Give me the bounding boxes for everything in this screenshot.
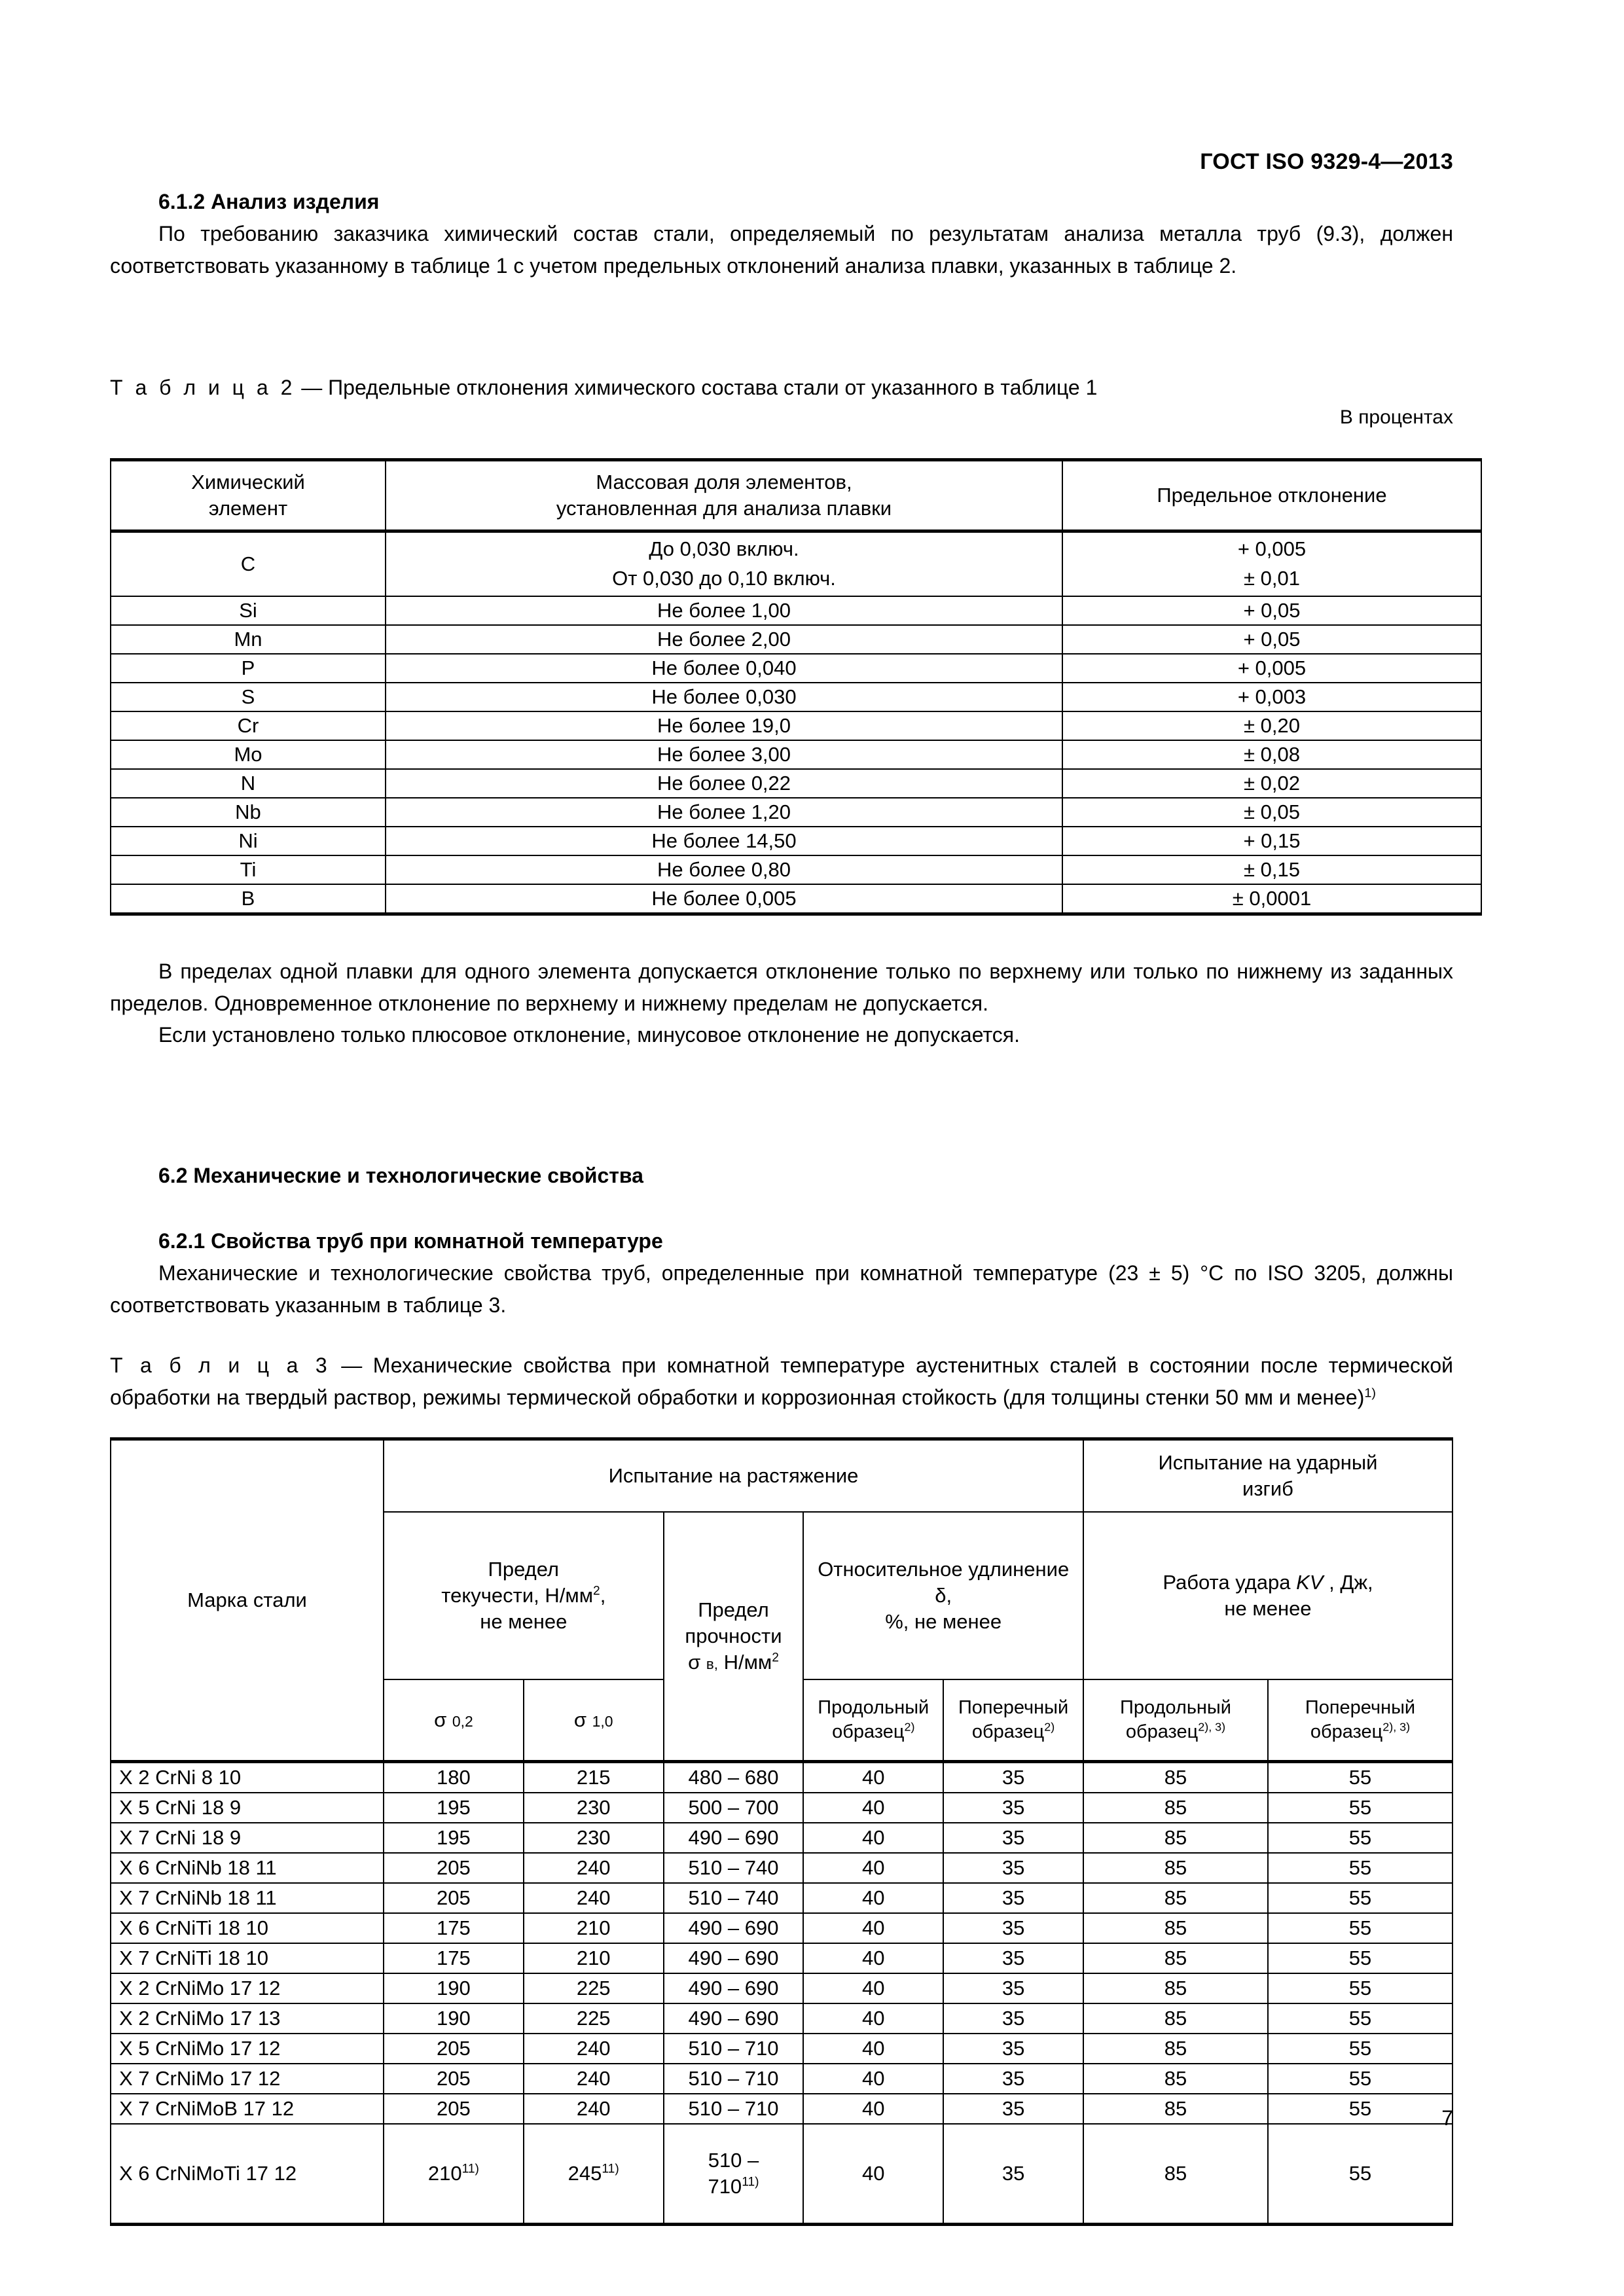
paragraph-deviation-rule-2: Если установлено только плюсовое отклонение, минусовое отклонение не допускается.: [158, 1023, 1020, 1047]
table3-cell-sigma02: 205: [384, 2064, 524, 2094]
table3-header-elong-trans-footnote: 2): [1044, 1720, 1055, 1734]
table2-cell-element: N: [111, 769, 386, 798]
table3-cell-sigma10: 230: [524, 1823, 664, 1853]
table3-cell-sigma-b: 490 – 690: [664, 2003, 804, 2034]
table2-cell-mass: Не более 14,50: [386, 827, 1062, 855]
table3-cell-grade: X 7 CrNiNb 18 11: [111, 1883, 384, 1913]
table3-cell-elong-long: 40: [803, 1943, 943, 1973]
table-row: [111, 2003, 1453, 2034]
table3-header-strength-unit: Н/мм: [723, 1650, 772, 1674]
paragraph-6-2-1: Механические и технологические свойства труб, определенные при комнатной температуре (23 ± 5) °C по ISO 3205, должны соответствовать указанным в таблице 3.: [110, 1261, 1453, 1317]
table3-cell-elong-long: 40: [803, 2034, 943, 2064]
table3-cell-sigma-b-line1: 510 –: [708, 2149, 759, 2172]
table3-header-impact-test: [1083, 1439, 1453, 1513]
table2-cell-deviation: [1062, 531, 1481, 597]
table3-cell-kv-trans: 55: [1268, 2094, 1453, 2124]
table2-cell-element: B: [111, 884, 386, 914]
table2-body: [111, 531, 1481, 914]
table3-cell-elong-trans: 35: [943, 2124, 1083, 2225]
table3-header-impact-trans-line2: образец: [1310, 1721, 1383, 1742]
table-row: [111, 2124, 1453, 2225]
table3-header-sigma-1-0: [524, 1679, 664, 1762]
table3-cell-elong-long: 40: [803, 1853, 943, 1883]
document-header-standard-number: ГОСТ ISO 9329-4—2013: [1200, 149, 1453, 174]
table3-header-yield-strength: [384, 1512, 664, 1679]
table3-cell-elong-long: 40: [803, 2124, 943, 2225]
table2-cell-element: Si: [111, 596, 386, 625]
table3-cell-grade: X 7 CrNi 18 9: [111, 1823, 384, 1853]
table3-cell-sigma02: 205: [384, 2034, 524, 2064]
table3-header-strength-line3: [668, 1649, 799, 1676]
table3-cell-sigma10: 225: [524, 1973, 664, 2003]
table2-cell-dev-line1: + 0,005: [1237, 537, 1307, 561]
table3-cell-elong-long: 40: [803, 1762, 943, 1793]
table3-header-elong-long-footnote: 2): [904, 1720, 915, 1734]
table3-header-yield-line2-wrap: [388, 1583, 659, 1609]
table3-header-elong-transverse: [943, 1679, 1083, 1762]
heading-6-2-1: 6.2.1 Свойства труб при комнатной температуре: [158, 1229, 663, 1253]
page-number: 7: [1441, 2106, 1453, 2130]
table3-cell-elong-trans: 35: [943, 1913, 1083, 1943]
table-row: [111, 855, 1481, 884]
table3-cell-grade: X 7 CrNiMoB 17 12: [111, 2094, 384, 2124]
table3-caption-footnote-marker: 1): [1364, 1385, 1376, 1400]
table3-cell-sigma-b-footnote: 11): [742, 2175, 759, 2189]
table-row: [111, 625, 1481, 654]
table3-header-yield-line2: текучести, Н/мм: [441, 1584, 594, 1607]
table3-header-impact-long-line2-wrap: [1088, 1720, 1263, 1744]
table3-cell-elong-trans: 35: [943, 2034, 1083, 2064]
table-row: [111, 1913, 1453, 1943]
table-row: [111, 531, 1481, 597]
table3-header-impact-energy-line2: не менее: [1224, 1597, 1312, 1620]
table3-cell-kv-long: 85: [1083, 1883, 1268, 1913]
table3-label: Т а б л и ц а 3: [110, 1354, 331, 1377]
table3-cell-sigma02: 180: [384, 1762, 524, 1793]
table2-cell-deviation: + 0,05: [1062, 596, 1481, 625]
table-row: [111, 827, 1481, 855]
table3-cell-kv-long: 85: [1083, 1973, 1268, 2003]
table2-cell-mass: Не более 2,00: [386, 625, 1062, 654]
table3-cell-sigma-b: 510 – 740: [664, 1883, 804, 1913]
table-row: [111, 711, 1481, 740]
table3-cell-sigma-b: [664, 2124, 804, 2225]
table3-cell-elong-long: 40: [803, 2094, 943, 2124]
table-row: [111, 798, 1481, 827]
table3-cell-sigma10-footnote: 11): [602, 2162, 619, 2176]
table3-cell-kv-long: 85: [1083, 1823, 1268, 1853]
table2-header-deviation: Предельное отклонение: [1062, 460, 1481, 531]
table3-cell-sigma10-value: 245: [568, 2162, 602, 2185]
table3-cell-sigma02: 175: [384, 1943, 524, 1973]
table-row: [111, 1823, 1453, 1853]
table3-cell-elong-long: 40: [803, 2064, 943, 2094]
table2-cell-mass: Не более 1,00: [386, 596, 1062, 625]
table3-header-yield-line2-tail: ,: [600, 1584, 606, 1607]
table-row: [111, 1762, 1453, 1793]
table3-header-impact-trans-line1: Поперечный: [1305, 1696, 1416, 1718]
table3-header-elong-long-line2-wrap: [808, 1720, 939, 1744]
table-row: [111, 683, 1481, 711]
table3-cell-sigma-b-line2: 710: [708, 2175, 742, 2198]
table3-cell-grade: X 2 CrNiMo 17 13: [111, 2003, 384, 2034]
table2-header-mass-fraction: [386, 460, 1062, 531]
table2-cell-element: Mo: [111, 740, 386, 769]
table3-cell-elong-trans: 35: [943, 2003, 1083, 2034]
table-row: [111, 2034, 1453, 2064]
table3-cell-kv-trans: 55: [1268, 1973, 1453, 2003]
table3-cell-sigma10: 210: [524, 1943, 664, 1973]
table2-cell-mass: Не более 19,0: [386, 711, 1062, 740]
table3-cell-elong-trans: 35: [943, 1793, 1083, 1823]
table3-header-impact-energy-prefix: Работа удара: [1163, 1571, 1297, 1594]
table3-cell-kv-trans: 55: [1268, 2124, 1453, 2225]
table3-cell-sigma02: 205: [384, 2094, 524, 2124]
table3-cell-kv-long: 85: [1083, 2064, 1268, 2094]
table3-cell-sigma02: [384, 2124, 524, 2225]
table3-cell-sigma02: 205: [384, 1853, 524, 1883]
table3-header-elong-trans-line2: образец: [971, 1721, 1045, 1742]
table2-cell-deviation: ± 0,02: [1062, 769, 1481, 798]
table3-header-strength-subscript: в,: [706, 1655, 718, 1672]
table-row: [111, 2064, 1453, 2094]
table3-cell-elong-trans: 35: [943, 1943, 1083, 1973]
table-3-mechanical-properties: [110, 1437, 1453, 2226]
table3-cell-elong-trans: 35: [943, 1973, 1083, 2003]
heading-6-1-2: 6.1.2 Анализ изделия: [158, 190, 380, 213]
table2-cell-mass: Не более 0,22: [386, 769, 1062, 798]
table3-caption: [110, 1350, 1453, 1413]
table3-header-strength-line1: Предел: [698, 1598, 769, 1622]
table3-header-elong-long-line2: образец: [832, 1721, 905, 1742]
table3-cell-sigma-b: 500 – 700: [664, 1793, 804, 1823]
table2-cell-mass: Не более 0,040: [386, 654, 1062, 683]
table2-units-note: В процентах: [1339, 406, 1453, 428]
table3-cell-kv-trans: 55: [1268, 1762, 1453, 1793]
table2-cell-deviation: + 0,05: [1062, 625, 1481, 654]
table2-cell-element: S: [111, 683, 386, 711]
table3-cell-sigma02-footnote: 11): [461, 2162, 479, 2176]
table3-cell-kv-trans: 55: [1268, 2064, 1453, 2094]
table3-cell-sigma-b: 490 – 690: [664, 1943, 804, 1973]
table3-cell-elong-trans: 35: [943, 1853, 1083, 1883]
table2-cell-mass: Не более 0,005: [386, 884, 1062, 914]
table3-header-elongation-line1: Относительное удлинение δ,: [818, 1558, 1070, 1607]
table3-cell-kv-trans: 55: [1268, 1793, 1453, 1823]
table2-cell-mass: Не более 3,00: [386, 740, 1062, 769]
table3-header-impact-trans-footnote: 2), 3): [1382, 1720, 1411, 1734]
table3-header-impact-trans-line2-wrap: [1272, 1720, 1448, 1744]
table3-header-strength-exponent: 2: [772, 1651, 779, 1665]
table2-cell-element: Ni: [111, 827, 386, 855]
table3-header-yield-line3: не менее: [480, 1609, 568, 1633]
table3-cell-grade: X 5 CrNi 18 9: [111, 1793, 384, 1823]
table2-cell-element: C: [111, 531, 386, 597]
table3-header-elong-longitudinal: [803, 1679, 943, 1762]
table3-dash: —: [330, 1354, 373, 1377]
table3-header-sigma10-base: σ: [573, 1708, 586, 1732]
table2-header-element-line2: элемент: [208, 497, 288, 520]
table3-cell-kv-trans: 55: [1268, 1853, 1453, 1883]
table3-cell-sigma-b: 490 – 690: [664, 1913, 804, 1943]
table3-cell-sigma02-value: 210: [427, 2162, 462, 2185]
table3-header-sigma02-base: σ: [434, 1708, 447, 1732]
table3-header-impact-energy-suffix: , Дж,: [1323, 1571, 1373, 1594]
table3-cell-grade: X 7 CrNiTi 18 10: [111, 1943, 384, 1973]
table3-cell-kv-long: 85: [1083, 2094, 1268, 2124]
table3-cell-elong-long: 40: [803, 1913, 943, 1943]
table2-cell-deviation: + 0,005: [1062, 654, 1481, 683]
table2-header-element-line1: Химический: [191, 471, 305, 494]
table2-cell-element: Nb: [111, 798, 386, 827]
table2-cell-element: P: [111, 654, 386, 683]
table-row: [111, 596, 1481, 625]
table2-cell-mass: Не более 1,20: [386, 798, 1062, 827]
table2-dash: —: [295, 376, 329, 399]
paragraph-6-1-2: По требованию заказчика химический состав стали, определяемый по результатам анализа металла труб (9.3), должен соответствовать указанному в таблице 1 с учетом предельных отклонений анализа плавки, указанных в таблице 2.: [110, 222, 1453, 278]
table2-cell-mass-line1: До 0,030 включ.: [649, 537, 799, 561]
table2-caption-text: Предельные отклонения химического состава стали от указанного в таблице 1: [328, 376, 1098, 399]
table3-cell-grade: X 6 CrNiTi 18 10: [111, 1913, 384, 1943]
table3-header-tensile-test: Испытание на растяжение: [384, 1439, 1083, 1513]
table3-cell-elong-long: 40: [803, 1883, 943, 1913]
table3-cell-sigma10: 215: [524, 1762, 664, 1793]
table3-cell-kv-long: 85: [1083, 1793, 1268, 1823]
table2-header-mass-line1: Массовая доля элементов,: [596, 471, 852, 494]
table3-cell-sigma10: 240: [524, 1853, 664, 1883]
table2-cell-mass: Не более 0,030: [386, 683, 1062, 711]
paragraph-deviation-rule-1: В пределах одной плавки для одного элемента допускается отклонение только по верхнему или только по нижнему из заданных пределов. Одновременное отклонение по верхнему и нижнему пределам не допускается.: [110, 960, 1453, 1015]
table-row: [111, 1793, 1453, 1823]
table3-cell-kv-trans: 55: [1268, 1823, 1453, 1853]
page-content: [110, 0, 1453, 2296]
table3-cell-grade: X 2 CrNi 8 10: [111, 1762, 384, 1793]
table3-cell-elong-long: 40: [803, 1793, 943, 1823]
table2-label: Т а б л и ц а 2: [110, 376, 296, 399]
table3-cell-sigma-b: 510 – 710: [664, 2034, 804, 2064]
table2-cell-mass: Не более 0,80: [386, 855, 1062, 884]
table3-cell-elong-long: 40: [803, 2003, 943, 2034]
table3-cell-grade: X 5 CrNiMo 17 12: [111, 2034, 384, 2064]
table3-cell-sigma02: 190: [384, 1973, 524, 2003]
table2-cell-deviation: ± 0,0001: [1062, 884, 1481, 914]
table3-head: [111, 1439, 1453, 1762]
table3-header-sigma-0-2: [384, 1679, 524, 1762]
table3-cell-sigma10: 240: [524, 2094, 664, 2124]
table3-cell-sigma-b: 510 – 710: [664, 2094, 804, 2124]
table3-cell-elong-trans: 35: [943, 1762, 1083, 1793]
table-row: [111, 884, 1481, 914]
table3-header-elong-trans-line1: Поперечный: [958, 1696, 1069, 1718]
table2-caption: [110, 372, 1453, 404]
table3-cell-kv-long: 85: [1083, 2003, 1268, 2034]
table3-header-yield-exponent: 2: [593, 1584, 600, 1598]
table3-cell-grade: X 6 CrNiMoTi 17 12: [111, 2124, 384, 2225]
table-row: [111, 1973, 1453, 2003]
table3-header-strength-sigma: σ: [688, 1650, 701, 1674]
table2-head: [111, 460, 1481, 531]
table2-cell-deviation: ± 0,20: [1062, 711, 1481, 740]
table3-header-elongation-line2: %, не менее: [885, 1609, 1002, 1633]
table-row: [111, 1883, 1453, 1913]
table3-caption-text: Механические свойства при комнатной температуре аустенитных сталей в состоянии после термической обработки на твердый раствор, режимы термической обработки и коррозионная стойкость (для толщины стенки 50 мм и менее): [110, 1354, 1454, 1409]
table3-cell-kv-long: 85: [1083, 1913, 1268, 1943]
table3-cell-elong-trans: 35: [943, 1823, 1083, 1853]
table3-cell-elong-trans: 35: [943, 2094, 1083, 2124]
table3-header-tensile-strength: [664, 1512, 804, 1762]
table3-header-impact-long-footnote: 2), 3): [1198, 1720, 1226, 1734]
table3-header-impact-long-line2: образец: [1125, 1721, 1199, 1742]
table-row: [111, 654, 1481, 683]
table-row: [111, 740, 1481, 769]
table3-cell-kv-long: 85: [1083, 1943, 1268, 1973]
table3-cell-kv-trans: 55: [1268, 1913, 1453, 1943]
table2-cell-mass: [386, 531, 1062, 597]
table-row: [111, 2094, 1453, 2124]
table2-cell-deviation: ± 0,08: [1062, 740, 1481, 769]
table3-cell-sigma02: 175: [384, 1913, 524, 1943]
table-row: [111, 769, 1481, 798]
table3-cell-grade: X 7 CrNiMo 17 12: [111, 2064, 384, 2094]
table3-cell-elong-long: 40: [803, 1973, 943, 2003]
table2-cell-element: Ti: [111, 855, 386, 884]
table3-cell-sigma02: 195: [384, 1823, 524, 1853]
table3-cell-sigma10: 225: [524, 2003, 664, 2034]
table2-cell-deviation: + 0,15: [1062, 827, 1481, 855]
table3-cell-kv-trans: 55: [1268, 2003, 1453, 2034]
table3-cell-sigma10: 240: [524, 1883, 664, 1913]
table3-cell-sigma10: 240: [524, 2034, 664, 2064]
table3-header-elongation: [803, 1512, 1083, 1679]
table3-cell-sigma-b: 490 – 690: [664, 1823, 804, 1853]
table3-header-steel-grade: Марка стали: [111, 1439, 384, 1762]
table3-cell-grade: X 2 CrNiMo 17 12: [111, 1973, 384, 2003]
table3-header-row-band: [111, 1439, 1453, 1513]
table3-body: [111, 1762, 1453, 2225]
table2-cell-dev-line2: ± 0,01: [1244, 567, 1300, 590]
table2-cell-mass-line2: От 0,030 до 0,10 включ.: [612, 567, 836, 590]
table3-cell-sigma10: 240: [524, 2064, 664, 2094]
table3-cell-grade: X 6 CrNiNb 18 11: [111, 1853, 384, 1883]
table2-cell-element: Cr: [111, 711, 386, 740]
table3-cell-sigma-b: 510 – 710: [664, 2064, 804, 2094]
table3-cell-sigma-b-line2-wrap: [668, 2174, 799, 2200]
table3-cell-sigma-b: 510 – 740: [664, 1853, 804, 1883]
table3-header-yield-line1: Предел: [488, 1558, 560, 1581]
table2-header-mass-line2: установленная для анализа плавки: [556, 497, 892, 520]
table3-header-impact-energy-kv: KV: [1296, 1571, 1324, 1594]
table3-cell-sigma02: 190: [384, 2003, 524, 2034]
table3-header-sigma10-sub: 1,0: [592, 1713, 613, 1731]
table2-header-row: [111, 460, 1481, 531]
table3-header-elong-trans-line2-wrap: [948, 1720, 1079, 1744]
table-row: [111, 1943, 1453, 1973]
table3-cell-kv-trans: 55: [1268, 1883, 1453, 1913]
table3-cell-elong-trans: 35: [943, 1883, 1083, 1913]
table3-cell-elong-trans: 35: [943, 2064, 1083, 2094]
table3-header-impact-line2: изгиб: [1242, 1477, 1293, 1500]
table3-cell-sigma02: 205: [384, 1883, 524, 1913]
table3-cell-sigma-b: 480 – 680: [664, 1762, 804, 1793]
table-2-chemical-deviations: [110, 458, 1482, 916]
table3-header-strength-line2: прочности: [685, 1624, 782, 1648]
table3-header-elong-long-line1: Продольный: [818, 1696, 929, 1718]
table3-cell-sigma10: [524, 2124, 664, 2225]
table3-header-impact-line1: Испытание на ударный: [1158, 1451, 1378, 1475]
table3-header-sigma02-sub: 0,2: [452, 1713, 473, 1731]
table3-cell-elong-long: 40: [803, 1823, 943, 1853]
table2-cell-element: Mn: [111, 625, 386, 654]
table3-header-impact-longitudinal: [1083, 1679, 1268, 1762]
table3-cell-sigma02: 195: [384, 1793, 524, 1823]
table3-header-impact-energy-line1: [1088, 1570, 1448, 1596]
table3-header-impact-energy: [1083, 1512, 1453, 1679]
table3-header-impact-long-line1: Продольный: [1120, 1696, 1231, 1718]
table2-cell-deviation: ± 0,05: [1062, 798, 1481, 827]
table3-cell-sigma10: 210: [524, 1913, 664, 1943]
table3-cell-sigma-b: 490 – 690: [664, 1973, 804, 2003]
table2-header-element: [111, 460, 386, 531]
heading-6-2: 6.2 Механические и технологические свойства: [158, 1164, 643, 1187]
table3-cell-kv-trans: 55: [1268, 2034, 1453, 2064]
table3-cell-kv-trans: 55: [1268, 1943, 1453, 1973]
table3-cell-kv-long: 85: [1083, 2034, 1268, 2064]
table3-header-impact-transverse: [1268, 1679, 1453, 1762]
table3-cell-kv-long: 85: [1083, 2124, 1268, 2225]
table3-cell-sigma10: 230: [524, 1793, 664, 1823]
table-row: [111, 1853, 1453, 1883]
table3-cell-kv-long: 85: [1083, 1853, 1268, 1883]
table3-cell-kv-long: 85: [1083, 1762, 1268, 1793]
table2-cell-deviation: + 0,003: [1062, 683, 1481, 711]
table2-cell-deviation: ± 0,15: [1062, 855, 1481, 884]
